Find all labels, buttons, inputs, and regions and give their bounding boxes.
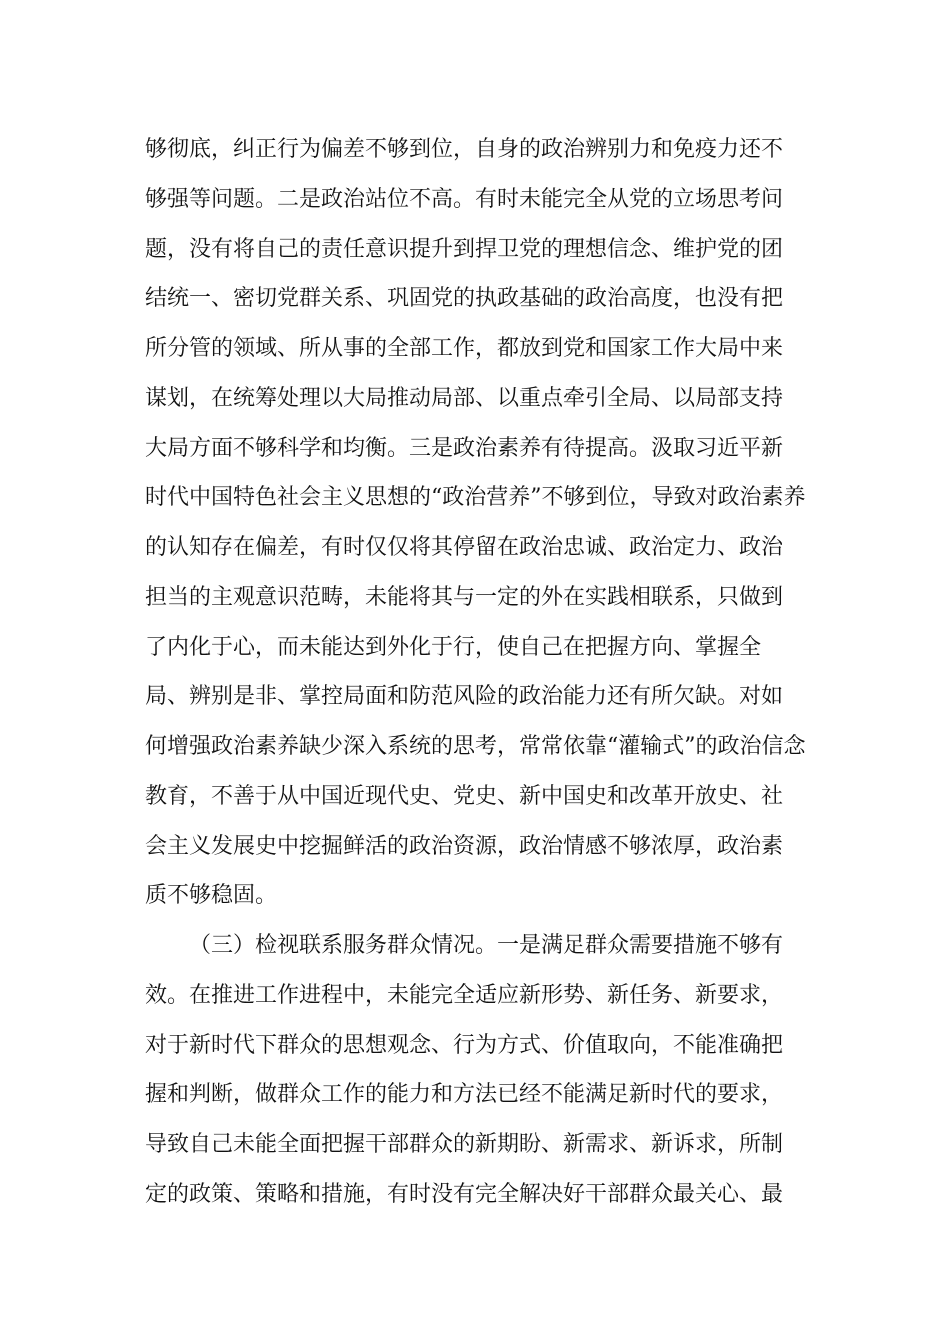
text-line: 够强等问题。二是政治站位不高。有时未能完全从党的立场思考问: [145, 186, 784, 212]
text-line: 题，没有将自己的责任意识提升到捍卫党的理想信念、维护党的团: [145, 236, 784, 262]
text-line: 局、辨别是非、掌控局面和防范风险的政治能力还有所欠缺。对如: [145, 684, 784, 710]
text-line: 谋划，在统筹处理以大局推动局部、以重点牵引全局、以局部支持: [145, 385, 784, 411]
text-line: 效。在推进工作进程中，未能完全适应新形势、新任务、新要求，: [145, 982, 784, 1008]
text-line: 导致自己未能全面把握干部群众的新期盼、新需求、新诉求，所制: [145, 1132, 784, 1157]
text-line: 了内化于心，而未能达到外化于行，使自己在把握方向、掌握全: [145, 634, 762, 660]
text-line: 时代中国特色社会主义思想的“政治营养”不够到位，导致对政治素养: [145, 485, 806, 511]
text-line: 担当的主观意识范畴，未能将其与一定的外在实践相联系，只做到: [145, 584, 784, 610]
text-line: 教育，不善于从中国近现代史、党史、新中国史和改革开放史、社: [145, 783, 784, 809]
text-line: 对于新时代下群众的思想观念、行为方式、价值取向，不能准确把: [145, 1032, 784, 1058]
text-line: 何增强政治素养缺少深入系统的思考，常常依靠“灌输式”的政治信念: [145, 734, 806, 759]
document-body: [145, 125, 810, 1220]
text-line: 定的政策、策略和措施，有时没有完全解决好干部群众最关心、最: [145, 1181, 784, 1207]
text-line: 够彻底，纠正行为偏差不够到位，自身的政治辨别力和免疫力还不: [145, 137, 784, 162]
text-line: 会主义发展史中挖掘鲜活的政治资源，政治情感不够浓厚，政治素: [145, 833, 784, 859]
text-line: 的认知存在偏差，有时仅仅将其停留在政治忠诚、政治定力、政治: [145, 535, 784, 560]
text-line: 所分管的领域、所从事的全部工作，都放到党和国家工作大局中来: [145, 336, 784, 361]
text-line: 结统一、密切党群关系、巩固党的执政基础的政治高度，也没有把: [145, 286, 784, 312]
text-line: 握和判断，做群众工作的能力和方法已经不能满足新时代的要求，: [145, 1082, 784, 1108]
section-heading-line: （三）检视联系服务群众情况。一是满足群众需要措施不够有: [189, 933, 784, 958]
text-line: 质不够稳固。: [145, 883, 278, 909]
text-line: 大局方面不够科学和均衡。三是政治素养有待提高。汲取习近平新: [145, 435, 784, 461]
